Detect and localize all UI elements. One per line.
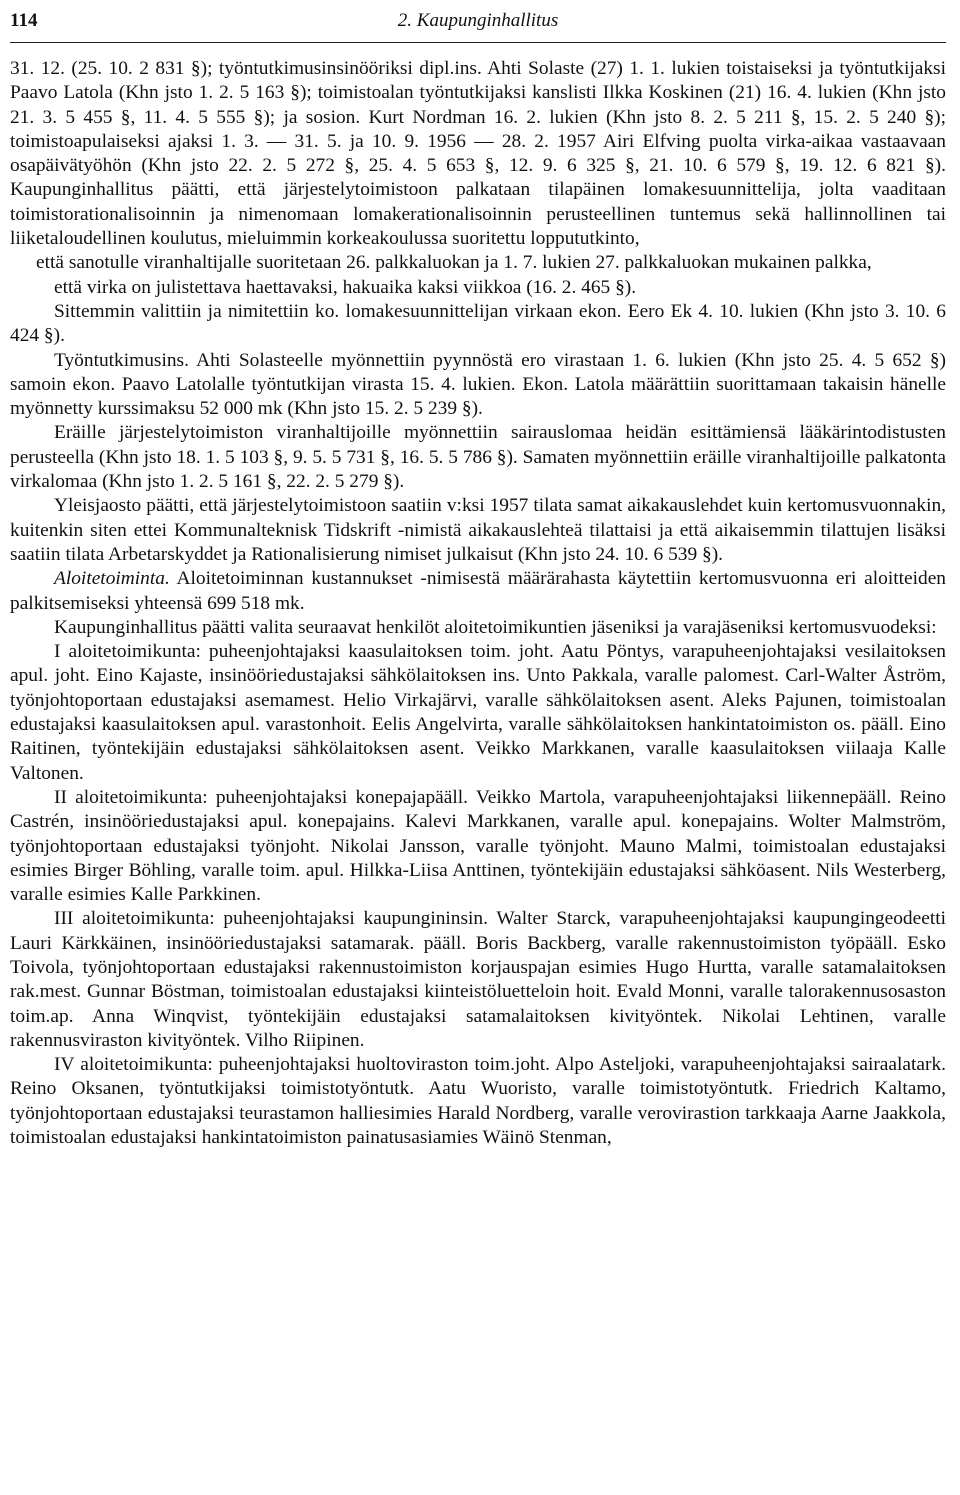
document-body <box>10 57 946 1150</box>
paragraph-13: IV aloitetoimikunta: puheenjohtajaksi huoltoviraston toim.joht. Alpo Asteljoki, varapuheenjohtajaksi sairaalatark. Reino Oksanen, työntutkijaksi toimistotyöntutk. Aatu Wuoristo, varalle toimistotyöntutk. Friedrich Kaltamo, työnjohtoportaan edustajaksi teurastamon halliesimies Harald Nordberg, varalle verovirastion tarkkaaja Aarne Jaakkola, toimistoalan edustajaksi hankintatoimiston painatusasiamies Wäinö Stenman, <box>10 1054 946 1149</box>
page-number: 114 <box>10 10 38 31</box>
paragraph-6: Eräille järjestelytoimiston viranhaltijoille myönnettiin sairauslomaa heidän esittämiensä lääkärintodistusten perusteella (Khn jsto 18. 1. 5 103 §, 9. 5. 5 731 §, 16. 5. 5 786 §). Samaten myönnettiin eräille viranhaltijoille palkatonta virkalomaa (Khn jsto 1. 2. 5 161 §, 22. 2. 5 279 §). <box>10 422 946 493</box>
paragraph-10: I aloitetoimikunta: puheenjohtajaksi kaasulaitoksen toim. joht. Aatu Pöntys, varapuheenjohtajaksi vesilaitoksen apul. joht. Eino Kajaste, insinööriedustajaksi sähkölaitoksen ins. Unto Pakkala, varalle palomest. Carl-Walter Åström, työnjohtoportaan edustajaksi asemamest. Helio Virkajärvi, varalle sähkölaitoksen asent. Aleks Pajunen, toimistoalan edustajaksi kaasulaitoksen apul. varastonhoit. Eelis Angelvirta, varalle sähkölaitoksen hankintatoimiston os. pääll. Eino Raitinen, työntekijäin edustajaksi sähkölaitoksen asent. Veikko Markkanen, varalle kaasulaitoksen viilaaja Kalle Valtonen. <box>10 641 946 784</box>
paragraph-2: että sanotulle viranhaltijalle suoritetaan 26. palkkaluokan ja 1. 7. lukien 27. palkkaluokan mukainen palkka, <box>36 252 872 274</box>
paragraph-4: Sittemmin valittiin ja nimitettiin ko. lomakesuunnittelijan virkaan ekon. Eero Ek 4. 10. lukien (Khn jsto 3. 10. 6 424 §). <box>10 300 946 347</box>
paragraph-7: Yleisjaosto päätti, että järjestelytoimistoon saatiin v:ksi 1957 tilata samat aikakauslehdet kuin kertomusvuonnakin, kuitenkin siten ettei Kommunalteknisk Tidskrift -nimistä aikakauslehteä tilattaisi ja että aikaisemmin tilattujen lisäksi saatiin tilata Arbetarskyddet ja Rationalisierung nimiset julkaisut (Khn jsto 24. 10. 6 539 §). <box>10 495 946 565</box>
page-header <box>10 8 946 43</box>
paragraph-1: 31. 12. (25. 10. 2 831 §); työntutkimusinsinööriksi dipl.ins. Ahti Solaste (27) 1. 1. lukien toistaiseksi ja työntutkijaksi Paavo Latola (Khn jsto 1. 2. 5 163 §); toimistoalan työntutkijaksi kanslisti Ilkka Koskinen (21) 16. 4. lukien (Khn jsto 21. 3. 5 455 §, 11. 4. 5 555 §); ja sosion. Kurt Nordman 16. 2. lukien (Khn jsto 8. 2. 5 211 §, 15. 2. 5 240 §); toimistoapulaiseksi ajaksi 1. 3. — 31. 5. ja 10. 9. 1956 — 28. 2. 1957 Airi Elfving puolta virka-aikaa vastaavaan osapäivätyöhön (Khn jsto 22. 2. 5 272 §, 25. 4. 5 653 §, 12. 9. 6 325 §, 21. 10. 6 579 §, 19. 12. 6 821 §). Kaupunginhallitus päätti, että järjestelytoimistoon palkataan tilapäinen lomakesuunnittelija, jolta vaaditaan toimistorationalisoinnin ja nimenomaan lomakerationalisoinnin perusteellinen tuntemus sekä hallinnollinen tai liiketaloudellinen koulutus, mieluimmin korkeakoulussa suoritettu loppututkinto, <box>10 58 946 250</box>
paragraph-8: Aloitetoiminta. Aloitetoiminnan kustannukset -nimisestä määrärahasta käytettiin kertomusvuonna eri aloitteiden palkitsemiseksi yhteensä 699 518 mk. <box>10 568 946 614</box>
paragraph-5: Työntutkimusins. Ahti Solasteelle myönnettiin pyynnöstä ero virastaan 1. 6. lukien (Khn jsto 25. 4. 5 652 §) samoin ekon. Paavo Latolalle työntutkijan virasta 15. 4. lukien. Ekon. Latola määrättiin suorittamaan takaisin hänelle myönnetty kurssimaksu 52 000 mk (Khn jsto 15. 2. 5 239 §). <box>10 349 946 420</box>
paragraph-11: II aloitetoimikunta: puheenjohtajaksi konepajapääll. Veikko Martola, varapuheenjohtajaksi liikennepääll. Reino Castrén, insinööriedustajaksi apul. konepajains. Kalevi Markkanen, varalle apul. konepajains. Wolter Malmström, työnjohtoportaan edustajaksi työnjoht. Nikolai Jansson, varalle työnjoht. Mauno Malmi, toimistoalan edustajaksi esimies Birger Böhling, varalle toim. apul. Hilkka-Liisa Anttinen, työntekijäin edustajaksi sähköasent. Nils Westerberg, varalle esimies Kalle Parkkinen. <box>10 786 946 906</box>
paragraph-3: että virka on julistettava haettavaksi, hakuaika kaksi viikkoa (16. 2. 465 §). <box>54 276 637 298</box>
paragraph-12: III aloitetoimikunta: puheenjohtajaksi kaupungininsin. Walter Starck, varapuheenjohtajaksi kaupungingeodeetti Lauri Kärkkäinen, insinööriedustajaksi satamarak. pääll. Boris Backberg, varalle rakennustoimiston työpääll. Esko Toivola, työnjohtoportaan edustajaksi rakennustoimiston korjauspajan esimies Hugo Hurtta, varalle satamalaitoksen rak.mest. Gunnar Böstman, toimistoalan edustajaksi kiinteistöluetteloin hoit. Evald Monni, varalle talorakennusosaston toim.ap. Anna Winqvist, työntekijäin edustajaksi satamalaitoksen kivityöntek. Nikolai Lehtinen, varalle rakennusviraston kivityöntek. Vilho Riipinen. <box>10 908 946 1051</box>
section-title: 2. Kaupunginhallitus <box>397 10 559 31</box>
paragraph-9: Kaupunginhallitus päätti valita seuraavat henkilöt aloitetoimikuntien jäseniksi ja varajäseniksi kertomusvuodeksi: <box>54 616 937 638</box>
section-lead-aloitetoiminta: Aloitetoiminta. <box>54 568 170 590</box>
